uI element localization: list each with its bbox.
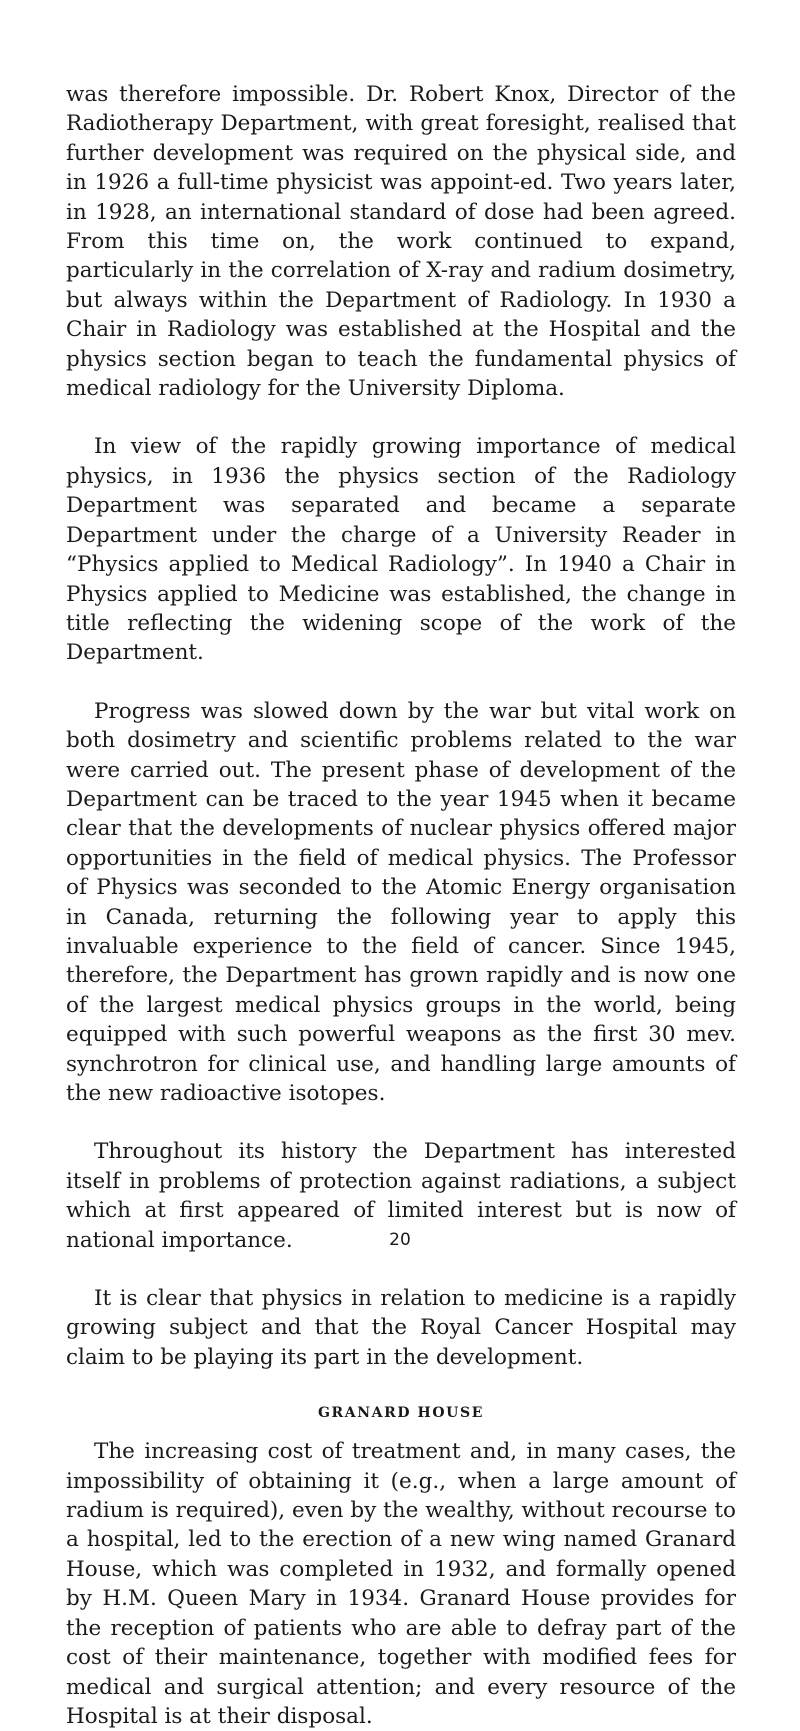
paragraph-gap	[66, 403, 736, 432]
paragraph-war-progress: Progress was slowed down by the war but vital work on both dosimetry and scientific problems related to the war were carried out. The present phase of development of the Department can be traced to the year 1945 when it became clear that the developments of nuclear physics offered major opportunities in the field of medical physics. The Professor of Physics was seconded to the Atomic Energy organisation in Canada, returning the following year to apply this invaluable experience to the field of cancer. Since 1945, therefore, the Department has grown rapidly and is now one of the largest medical physics groups in the world, being equipped with such powerful weapons as the first 30 mev. synchrotron for clinical use, and handling large amounts of the new radioactive isotopes.	[66, 698, 736, 1106]
paragraph-radiation-protection: Throughout its history the Department has interested itself in problems of protection against radiations, a subject which at first appeared of limited interest but is now of national importance.	[66, 1139, 736, 1253]
paragraph-gap	[66, 1255, 736, 1284]
paragraph-history-continued: was therefore impossible. Dr. Robert Knox, Director of the Radiotherapy Department, with great foresight, realised that further development was required on the physical side, and in 1926 a full-time physicist was appoint-ed. Two years later, in 1928, an international standard of dose had been agreed. From this time on, the work continued to expand, particularly in the correlation of X-ray and radium dosimetry, but always within the Department of Radiology. In 1930 a Chair in Radiology was established at the Hospital and the physics section began to teach the fundamental physics of medical radiology for the University Diploma.	[66, 82, 736, 402]
paragraph-physics-department: In view of the rapidly growing importance of medical physics, in 1936 the physics section of the Radiology Department was separated and became a separate Department under the charge of a University Reader in “Physics applied to Medical Radiology”. In 1940 a Chair in Physics applied to Medicine was established, the change in title reflecting the widening scope of the work of the Department.	[66, 434, 736, 666]
paragraph-conclusion: It is clear that physics in relation to medicine is a rapidly growing subject and that the Royal Cancer Hospital may claim to be playing its part in the development.	[66, 1286, 736, 1370]
page-body	[66, 80, 736, 1731]
page-number: 20	[389, 1230, 411, 1250]
paragraph-granard-house: The increasing cost of treatment and, in many cases, the impossibility of obtaining it (e.g., when a large amount of radium is required), even by the wealthy, without recourse to a hospital, led to the erection of a new wing named Granard House, which was completed in 1932, and formally opened by H.M. Queen Mary in 1934. Granard House provides for the reception of patients who are able to defray part of the cost of their maintenance, together with modified fees for medical and surgical attention; and every resource of the Hospital is at their disposal.	[66, 1439, 736, 1729]
heading-gap	[66, 1423, 736, 1437]
paragraph-gap	[66, 668, 736, 697]
section-heading-granard-house: GRANARD HOUSE	[318, 1405, 484, 1422]
paragraph-gap	[66, 1108, 736, 1137]
section-gap	[66, 1372, 736, 1403]
